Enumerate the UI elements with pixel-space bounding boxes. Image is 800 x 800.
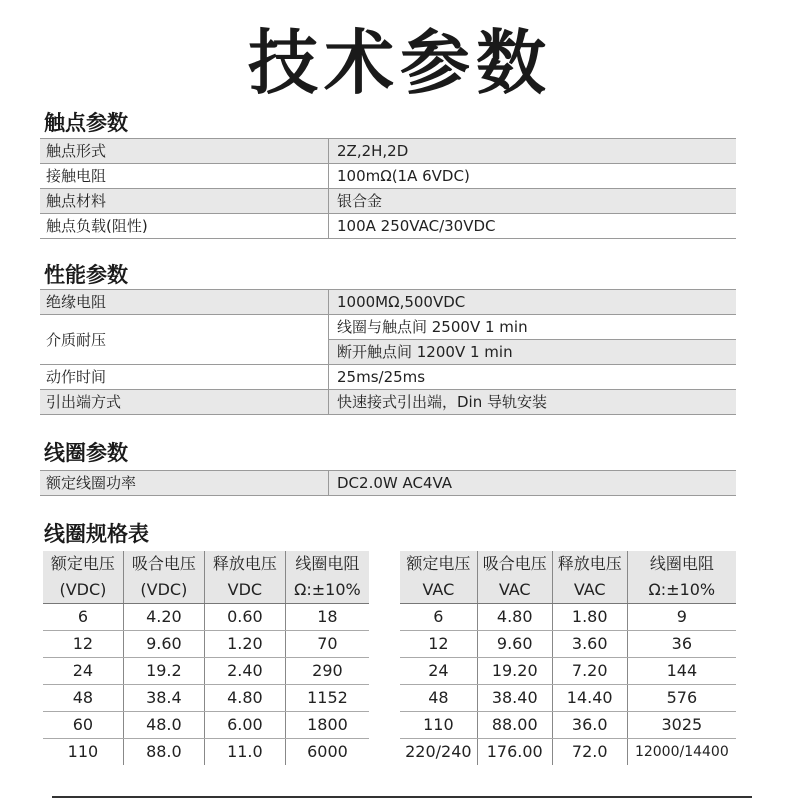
- contact-params-heading: 触点参数: [44, 111, 128, 135]
- table-cell: 6: [43, 604, 123, 631]
- table-cell: 36: [627, 631, 736, 658]
- table-cell: 3.60: [552, 631, 627, 658]
- param-label: 触点形式: [40, 139, 329, 164]
- coil-params-table: [40, 470, 736, 496]
- performance-params-heading: 性能参数: [44, 263, 128, 287]
- table-cell: 290: [285, 658, 369, 685]
- param-value: 100mΩ(1A 6VDC): [329, 164, 737, 189]
- table-row: [43, 685, 369, 712]
- coil-spec-heading: 线圈规格表: [44, 522, 149, 546]
- table-cell: 2.40: [204, 658, 285, 685]
- table-cell: 12: [43, 631, 123, 658]
- column-unit: VAC: [552, 577, 627, 604]
- table-cell: 36.0: [552, 712, 627, 739]
- table-cell: 220/240: [405, 742, 472, 761]
- param-value: DC2.0W AC4VA: [329, 471, 737, 496]
- table-header-row: [43, 577, 369, 604]
- column-unit: VAC: [477, 577, 552, 604]
- param-label: 触点材料: [40, 189, 329, 214]
- table-header-row: [400, 577, 736, 604]
- table-cell: 7.20: [552, 658, 627, 685]
- table-row: [400, 631, 736, 658]
- table-row: [40, 139, 736, 164]
- table-cell: 60: [43, 712, 123, 739]
- table-cell: 70: [285, 631, 369, 658]
- param-value: 1000MΩ,500VDC: [329, 290, 737, 315]
- table-row: [400, 658, 736, 685]
- table-cell: 48.0: [123, 712, 204, 739]
- table-cell: 72.0: [552, 739, 627, 766]
- table-cell: 1152: [285, 685, 369, 712]
- table-cell: 1800: [285, 712, 369, 739]
- table-row: [40, 189, 736, 214]
- table-cell: 576: [627, 685, 736, 712]
- table-cell: 38.4: [123, 685, 204, 712]
- table-row: [40, 390, 736, 415]
- table-row: [40, 365, 736, 390]
- table-row: [40, 214, 736, 239]
- param-label: 动作时间: [40, 365, 329, 390]
- column-header: 释放电压: [204, 551, 285, 577]
- param-value: 2Z,2H,2D: [329, 139, 737, 164]
- table-row: [40, 471, 736, 496]
- param-label: 接触电阻: [40, 164, 329, 189]
- table-cell: 19.2: [123, 658, 204, 685]
- column-header: 额定电压: [43, 551, 123, 577]
- table-cell: 3025: [627, 712, 736, 739]
- table-row: [40, 290, 736, 315]
- column-header: 释放电压: [552, 551, 627, 577]
- footer-divider: [52, 796, 752, 798]
- table-row: [43, 631, 369, 658]
- table-cell: 12000/14400: [627, 739, 736, 766]
- table-cell: 144: [627, 658, 736, 685]
- ac-coil-spec-table: [400, 551, 736, 765]
- column-header: 吸合电压: [477, 551, 552, 577]
- table-cell: 14.40: [552, 685, 627, 712]
- table-cell: 6.00: [204, 712, 285, 739]
- table-cell: 4.80: [477, 604, 552, 631]
- table-cell: 176.00: [477, 739, 552, 766]
- table-cell: 4.80: [204, 685, 285, 712]
- table-row: [43, 658, 369, 685]
- param-label: 额定线圈功率: [40, 471, 329, 496]
- column-unit: Ω:±10%: [285, 577, 369, 604]
- table-row: [400, 739, 736, 766]
- column-header: 线圈电阻: [285, 551, 369, 577]
- coil-params-heading: 线圈参数: [44, 441, 128, 465]
- table-row: [400, 604, 736, 631]
- column-header: 线圈电阻: [627, 551, 736, 577]
- performance-params-table: [40, 289, 736, 415]
- param-value: 快速接式引出端，Din 导轨安装: [329, 390, 737, 415]
- table-cell: 18: [285, 604, 369, 631]
- table-header-row: [43, 551, 369, 577]
- table-row: [40, 164, 736, 189]
- column-unit: Ω:±10%: [627, 577, 736, 604]
- table-cell: 1.80: [552, 604, 627, 631]
- table-cell: 24: [43, 658, 123, 685]
- table-cell: 9.60: [477, 631, 552, 658]
- table-row: [43, 604, 369, 631]
- param-value: 100A 250VAC/30VDC: [329, 214, 737, 239]
- table-row: [43, 739, 369, 766]
- table-cell: 88.0: [123, 739, 204, 766]
- column-unit: VAC: [400, 577, 477, 604]
- param-label: 引出端方式: [40, 390, 329, 415]
- column-header: 吸合电压: [123, 551, 204, 577]
- param-value: 银合金: [329, 189, 737, 214]
- param-label: 绝缘电阻: [40, 290, 329, 315]
- param-value: 25ms/25ms: [329, 365, 737, 390]
- page-title: 技术参数: [248, 22, 552, 104]
- table-cell: 12: [400, 631, 477, 658]
- table-row: [400, 685, 736, 712]
- table-cell: 88.00: [477, 712, 552, 739]
- dc-coil-spec-table: [43, 551, 369, 765]
- column-unit: (VDC): [123, 577, 204, 604]
- table-cell: 0.60: [204, 604, 285, 631]
- column-unit: VDC: [204, 577, 285, 604]
- table-cell: 9.60: [123, 631, 204, 658]
- table-cell: 6: [400, 604, 477, 631]
- table-cell: 110: [67, 742, 99, 761]
- table-cell: 6000: [285, 739, 369, 766]
- table-cell: 48: [43, 685, 123, 712]
- table-cell: 11.0: [204, 739, 285, 766]
- param-label: 触点负载(阻性): [40, 214, 329, 239]
- table-row: [40, 315, 736, 340]
- table-cell: 19.20: [477, 658, 552, 685]
- table-cell: 1.20: [204, 631, 285, 658]
- param-label: 介质耐压: [40, 315, 329, 365]
- param-value: 线圈与触点间 2500V 1 min: [329, 315, 737, 340]
- table-cell: 48: [400, 685, 477, 712]
- table-row: [400, 712, 736, 739]
- table-cell: 4.20: [123, 604, 204, 631]
- param-value: 断开触点间 1200V 1 min: [329, 340, 737, 365]
- table-row: [43, 712, 369, 739]
- table-cell: 24: [400, 658, 477, 685]
- table-cell: 38.40: [477, 685, 552, 712]
- table-cell: 9: [627, 604, 736, 631]
- table-cell: 110: [400, 712, 477, 739]
- table-header-row: [400, 551, 736, 577]
- contact-params-table: [40, 138, 736, 239]
- column-unit: (VDC): [43, 577, 123, 604]
- column-header: 额定电压: [400, 551, 477, 577]
